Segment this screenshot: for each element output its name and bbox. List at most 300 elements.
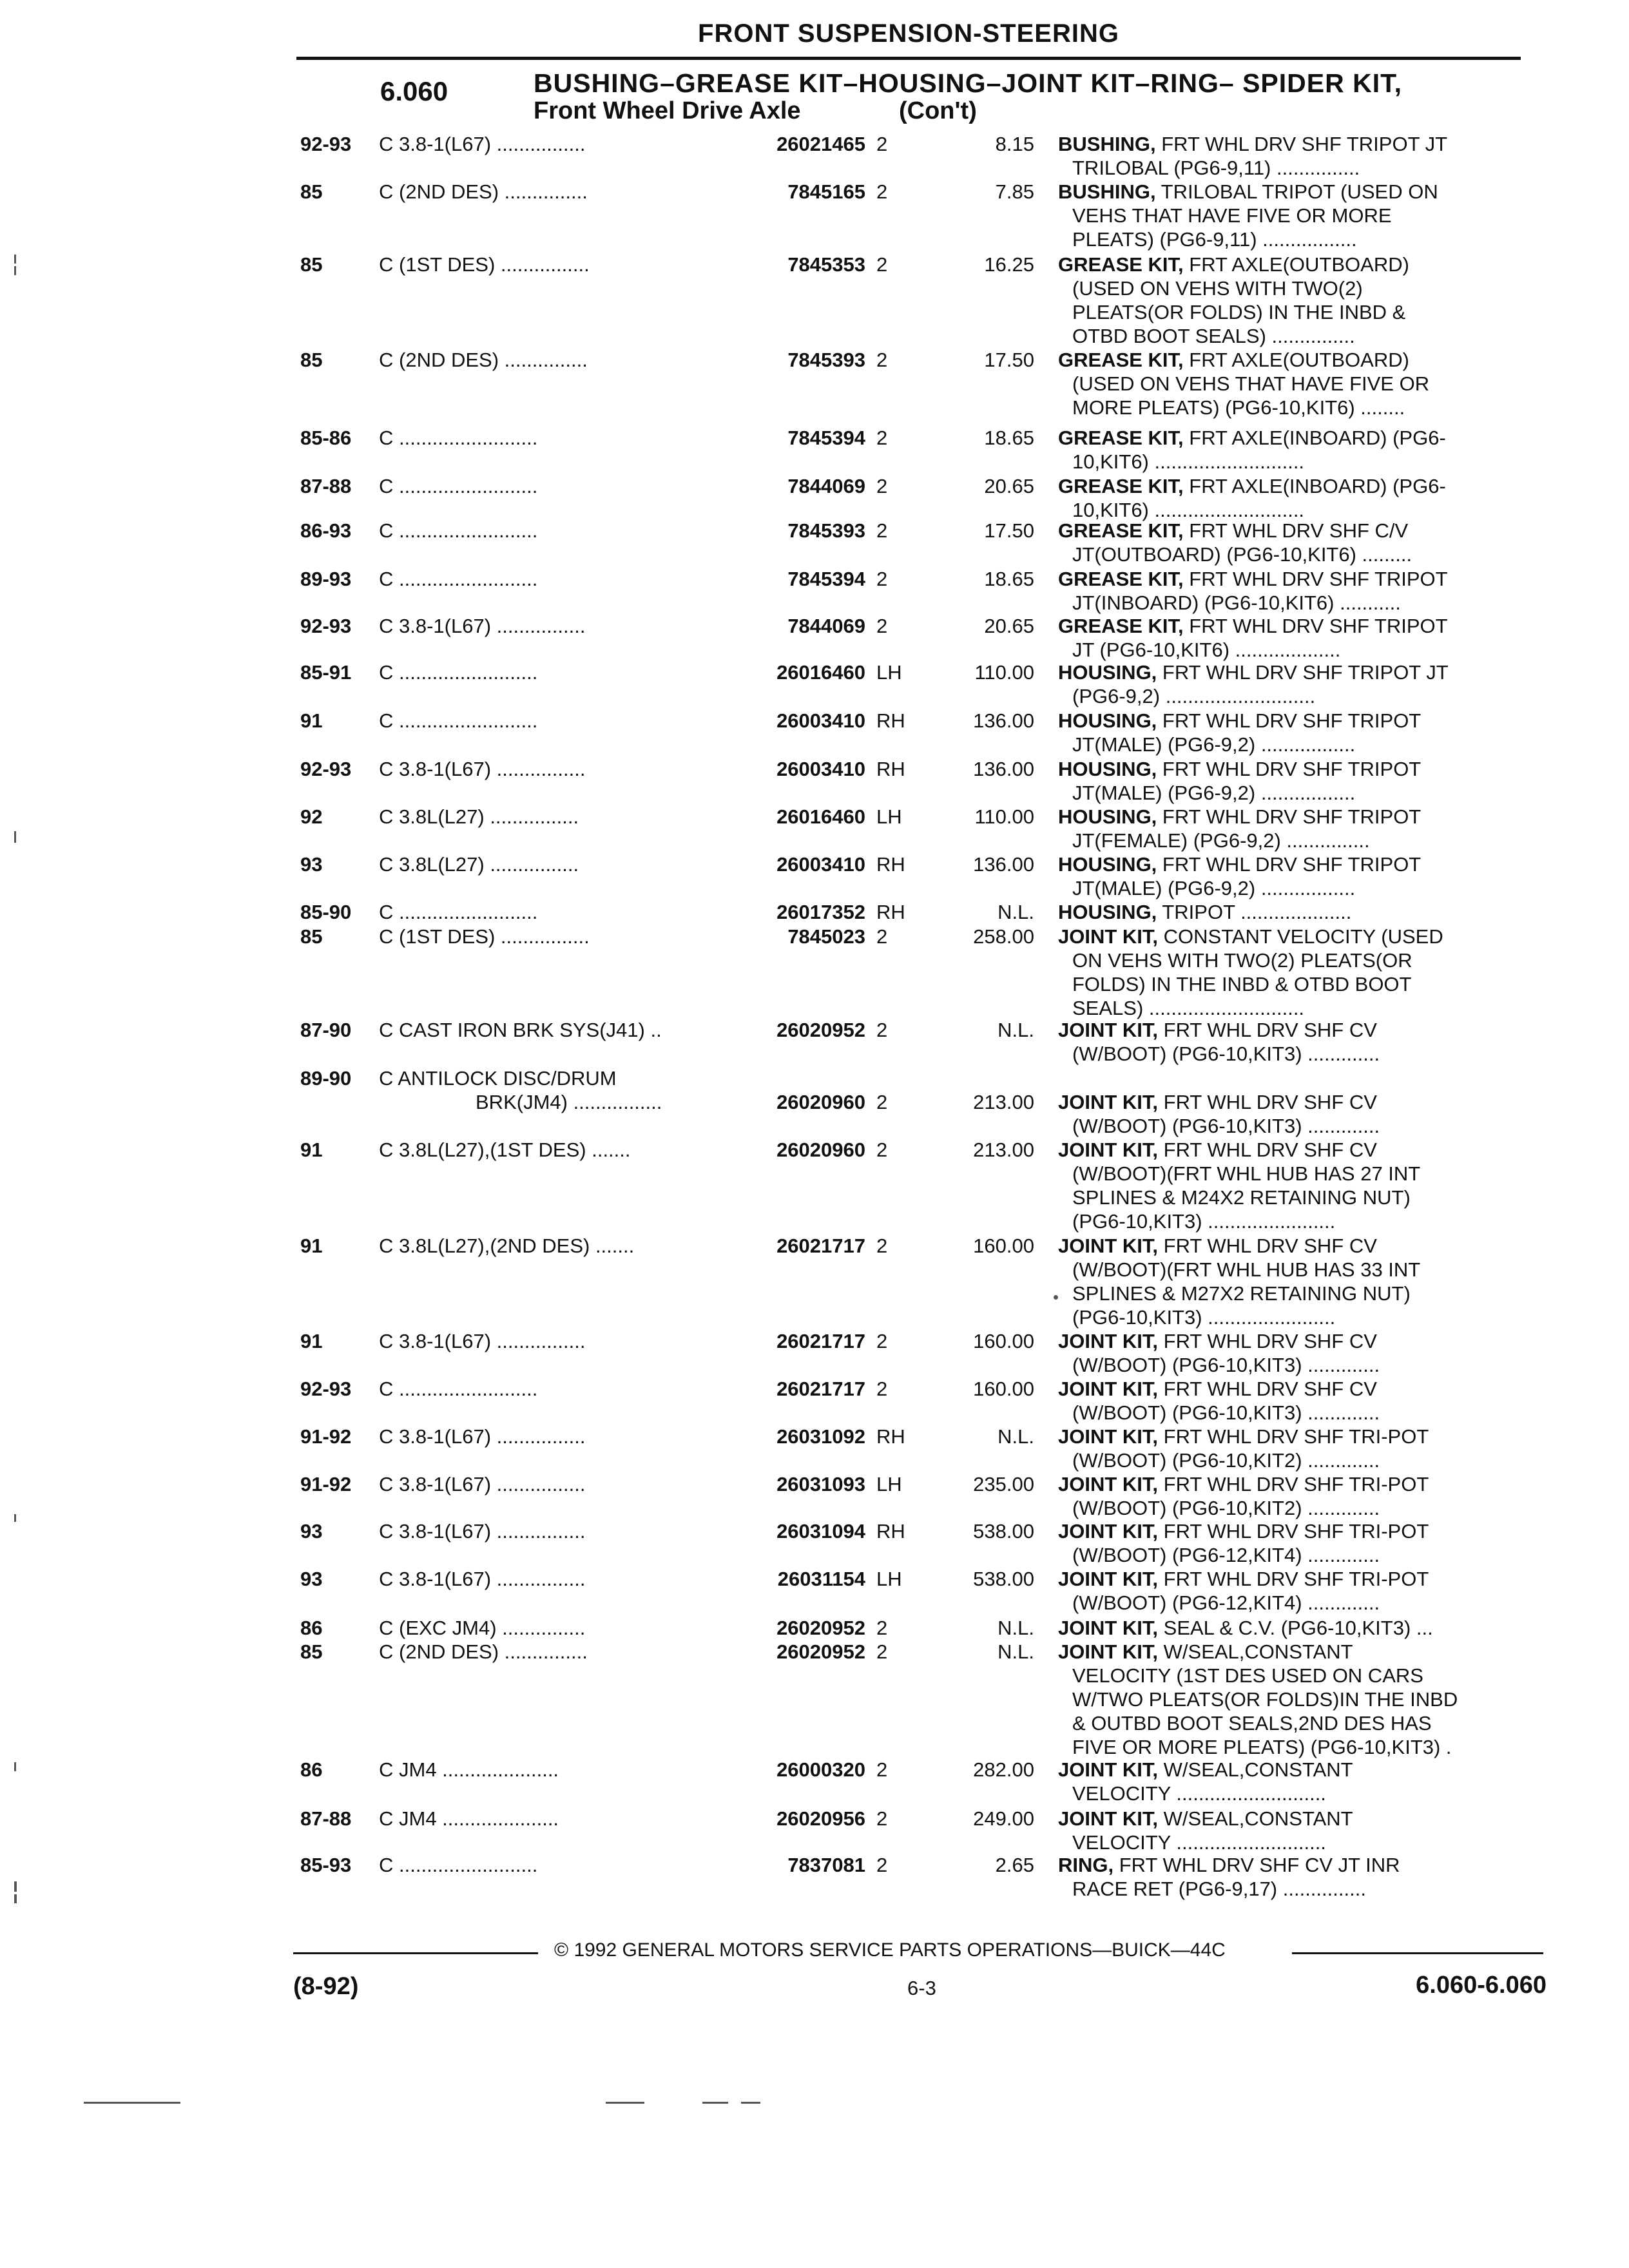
price: 258.00: [973, 925, 1034, 948]
model-year: 92: [300, 805, 323, 828]
part-description: [1058, 1472, 1532, 1520]
part-number: 26031154: [777, 1568, 865, 1590]
header-rule: [296, 57, 1521, 60]
part-description: [1058, 426, 1532, 474]
description-line: [1058, 1807, 1532, 1831]
model-application: [379, 180, 588, 204]
quantity: 2: [876, 1019, 888, 1041]
price: 136.00: [973, 709, 1034, 732]
description-line: (W/BOOT) (PG6-10,KIT3) .............: [1072, 1115, 1380, 1137]
quantity: 2: [876, 1640, 888, 1663]
price: 249.00: [973, 1807, 1034, 1830]
part-name: JOINT KIT,: [1058, 1019, 1159, 1041]
description-line: [1058, 1853, 1532, 1877]
part-name: JOINT KIT,: [1058, 1617, 1159, 1639]
part-description: [1058, 1519, 1532, 1567]
price: 160.00: [973, 1330, 1034, 1352]
scan-mark: [14, 1894, 17, 1903]
model-year: 87-90: [300, 1019, 352, 1041]
part-number: 26020960: [776, 1139, 865, 1161]
description-line: [1058, 1329, 1532, 1353]
description-line: [1058, 900, 1532, 924]
part-name: GREASE KIT,: [1058, 475, 1184, 497]
model-application: [379, 1138, 631, 1162]
description-line: (PG6-9,2) ...........................: [1072, 685, 1316, 707]
part-number: 7845353: [787, 253, 865, 276]
part-description: [1058, 852, 1532, 900]
part-number: 26000320: [776, 1758, 865, 1781]
model-line: C 3.8L(L27) ................: [379, 853, 579, 876]
description-line: [1058, 1567, 1532, 1591]
model-application: [379, 1567, 585, 1591]
model-year: 85-91: [300, 661, 352, 684]
scan-mark: [14, 831, 16, 843]
model-year: 86: [300, 1617, 323, 1639]
description-line: [1058, 132, 1532, 156]
model-year: 87-88: [300, 1807, 352, 1830]
model-line: C (EXC JM4) ...............: [379, 1617, 586, 1639]
model-line: C 3.8-1(L67) ................: [379, 1330, 586, 1352]
description-text: CONSTANT VELOCITY (USED: [1163, 925, 1443, 948]
part-description: [1058, 519, 1532, 566]
model-line: C 3.8L(L27) ................: [379, 805, 579, 828]
part-number: 26021465: [776, 133, 865, 155]
description-line: (W/BOOT) (PG6-10,KIT3) .............: [1072, 1354, 1380, 1376]
description-text: FRT WHL DRV SHF TRIPOT: [1162, 709, 1422, 732]
model-application: [379, 852, 579, 876]
model-line: C 3.8-1(L67) ................: [379, 758, 586, 780]
description-line: 10,KIT6) ...........................: [1072, 499, 1305, 521]
model-line: C .........................: [379, 1854, 538, 1876]
model-line: C 3.8-1(L67) ................: [379, 1425, 586, 1448]
description-line: (W/BOOT) (PG6-10,KIT3) .............: [1072, 1043, 1380, 1065]
part-description: [1058, 253, 1532, 348]
model-line: C JM4 .....................: [379, 1758, 559, 1781]
price: N.L.: [998, 901, 1034, 923]
quantity: RH: [876, 758, 905, 780]
price: 17.50: [984, 519, 1034, 542]
description-text: W/SEAL,CONSTANT: [1163, 1640, 1353, 1663]
description-text: FRT WHL DRV SHF TRIPOT JT: [1162, 661, 1449, 684]
description-line: FOLDS) IN THE INBD & OTBD BOOT: [1072, 973, 1412, 995]
description-line: VEHS THAT HAVE FIVE OR MORE: [1072, 204, 1392, 227]
model-year: 93: [300, 1520, 323, 1542]
part-description: [1058, 348, 1532, 419]
model-year: 87-88: [300, 475, 352, 497]
model-line: C 3.8-1(L67) ................: [379, 133, 586, 155]
price: 538.00: [973, 1520, 1034, 1542]
quantity: LH: [876, 661, 902, 684]
description-line: [1058, 614, 1532, 638]
part-description: [1058, 900, 1532, 924]
description-line: [1058, 1018, 1532, 1042]
quantity: 2: [876, 1617, 888, 1639]
model-line: BRK(JM4) ................: [476, 1091, 662, 1113]
description-text: FRT WHL DRV SHF TRI-POT: [1163, 1425, 1429, 1448]
part-number: 26020952: [776, 1617, 865, 1639]
model-line: C (1ST DES) ................: [379, 925, 590, 948]
model-year: 91-92: [300, 1425, 352, 1448]
description-line: SEALS) ............................: [1072, 997, 1305, 1019]
description-line: [1058, 519, 1532, 543]
description-line: (PG6-10,KIT3) .......................: [1072, 1306, 1336, 1329]
part-number: 26031094: [776, 1520, 865, 1542]
price: 18.65: [984, 568, 1034, 590]
section-subtitle: Front Wheel Drive Axle: [534, 97, 801, 124]
part-name: GREASE KIT,: [1058, 519, 1184, 542]
description-text: FRT WHL DRV SHF CV: [1163, 1139, 1377, 1161]
part-description: [1058, 1138, 1532, 1233]
part-number: 26021717: [776, 1235, 865, 1257]
page-header-title: FRONT SUSPENSION-STEERING: [698, 19, 1119, 48]
part-name: GREASE KIT,: [1058, 615, 1184, 637]
description-line: SPLINES & M27X2 RETAINING NUT): [1072, 1282, 1411, 1305]
model-line: C (2ND DES) ...............: [379, 1640, 588, 1663]
description-line: 10,KIT6) ...........................: [1072, 450, 1305, 473]
quantity: LH: [876, 1568, 902, 1590]
model-line: C .........................: [379, 475, 538, 497]
section-number: 6.060: [380, 76, 448, 106]
part-name: GREASE KIT,: [1058, 427, 1184, 449]
model-year: 85: [300, 925, 323, 948]
description-text: FRT WHL DRV SHF CV: [1163, 1378, 1377, 1400]
part-number: 26021717: [776, 1378, 865, 1400]
part-name: JOINT KIT,: [1058, 925, 1159, 948]
quantity: RH: [876, 1520, 905, 1542]
quantity: 2: [876, 1807, 888, 1830]
part-number: 26020956: [776, 1807, 865, 1830]
model-year: 85: [300, 1640, 323, 1663]
part-description: [1058, 1567, 1532, 1615]
part-number: 7837081: [787, 1854, 865, 1876]
description-line: (W/BOOT) (PG6-12,KIT4) .............: [1072, 1591, 1380, 1614]
description-text: FRT AXLE(INBOARD) (PG6-: [1189, 475, 1446, 497]
part-description: [1058, 1616, 1532, 1640]
model-line: C (2ND DES) ...............: [379, 180, 588, 203]
description-text: FRT WHL DRV SHF TRIPOT: [1189, 615, 1448, 637]
quantity: LH: [876, 805, 902, 828]
model-line: C .........................: [379, 901, 538, 923]
description-line: VELOCITY ...........................: [1072, 1782, 1326, 1805]
part-number: 26020952: [776, 1019, 865, 1041]
description-text: FRT WHL DRV SHF CV: [1163, 1019, 1377, 1041]
part-description: [1058, 1090, 1532, 1138]
description-line: (W/BOOT) (PG6-12,KIT4) .............: [1072, 1544, 1380, 1566]
description-text: W/SEAL,CONSTANT: [1163, 1758, 1353, 1781]
model-application: [379, 805, 579, 829]
part-description: [1058, 1807, 1532, 1854]
scan-mark: [84, 2102, 180, 2104]
description-text: FRT AXLE(OUTBOARD): [1189, 349, 1409, 371]
part-name: GREASE KIT,: [1058, 349, 1184, 371]
description-line: (W/BOOT) (PG6-10,KIT2) .............: [1072, 1449, 1380, 1472]
quantity: 2: [876, 925, 888, 948]
quantity: 2: [876, 133, 888, 155]
model-year: 93: [300, 1568, 323, 1590]
model-application: [379, 426, 537, 450]
part-name: JOINT KIT,: [1058, 1091, 1159, 1113]
description-line: [1058, 253, 1532, 276]
price: N.L.: [998, 1640, 1034, 1663]
model-year: 91: [300, 709, 323, 732]
description-text: FRT WHL DRV SHF TRIPOT: [1162, 805, 1422, 828]
description-text: FRT WHL DRV SHF TRI-POT: [1163, 1520, 1429, 1542]
part-number: 26016460: [776, 805, 865, 828]
description-line: [1058, 474, 1532, 498]
model-application: [379, 132, 585, 156]
price: 110.00: [974, 805, 1034, 828]
price: 136.00: [973, 853, 1034, 876]
price: 20.65: [984, 615, 1034, 637]
part-number: 26003410: [776, 853, 865, 876]
model-line: C 3.8L(L27),(1ST DES) .......: [379, 1139, 631, 1161]
part-name: JOINT KIT,: [1058, 1425, 1159, 1448]
quantity: 2: [876, 180, 888, 203]
price: 18.65: [984, 427, 1034, 449]
description-line: OTBD BOOT SEALS) ...............: [1072, 325, 1355, 347]
part-name: JOINT KIT,: [1058, 1640, 1159, 1663]
model-year: 85-86: [300, 427, 352, 449]
part-name: HOUSING,: [1058, 709, 1157, 732]
model-line: C (1ST DES) ................: [379, 253, 590, 276]
model-application: [379, 1066, 662, 1114]
model-application: [379, 1018, 662, 1042]
model-application: [379, 1519, 585, 1543]
description-line: (W/BOOT) (PG6-10,KIT2) .............: [1072, 1497, 1380, 1519]
description-line: (PG6-10,KIT3) .......................: [1072, 1210, 1336, 1233]
quantity: RH: [876, 901, 905, 923]
part-name: JOINT KIT,: [1058, 1378, 1159, 1400]
part-number: 26020952: [776, 1640, 865, 1663]
description-line: [1058, 1519, 1532, 1543]
description-text: TRIPOT ....................: [1162, 901, 1352, 923]
scan-mark: [14, 1881, 17, 1892]
section-title: BUSHING–GREASE KIT–HOUSING–JOINT KIT–RING– SPIDER KIT,: [534, 68, 1403, 98]
model-year: 85-90: [300, 901, 352, 923]
model-line: C .........................: [379, 1378, 538, 1400]
quantity: 2: [876, 1378, 888, 1400]
model-application: [379, 253, 590, 276]
description-text: FRT WHL DRV SHF CV: [1163, 1235, 1377, 1257]
description-text: FRT WHL DRV SHF TRIPOT JT: [1161, 133, 1448, 155]
footer-rule-right: [1292, 1952, 1543, 1954]
description-line: RACE RET (PG6-9,17) ...............: [1072, 1878, 1366, 1900]
price: 282.00: [973, 1758, 1034, 1781]
part-description: [1058, 567, 1532, 615]
scan-mark: [14, 1762, 16, 1771]
part-name: HOUSING,: [1058, 805, 1157, 828]
description-line: FIVE OR MORE PLEATS) (PG6-10,KIT3) .: [1072, 1736, 1452, 1758]
description-line: [1058, 1640, 1532, 1664]
description-line: (W/BOOT)(FRT WHL HUB HAS 27 INT: [1072, 1162, 1421, 1185]
part-description: [1058, 1377, 1532, 1425]
description-line: ON VEHS WITH TWO(2) PLEATS(OR: [1072, 949, 1412, 972]
model-application: [379, 1640, 588, 1664]
part-name: JOINT KIT,: [1058, 1473, 1159, 1495]
model-line: C JM4 .....................: [379, 1807, 559, 1830]
scan-mark: [606, 2102, 644, 2104]
quantity: 2: [876, 1235, 888, 1257]
scan-mark: [14, 266, 16, 275]
description-line: [1058, 1616, 1532, 1640]
model-application: [379, 348, 588, 372]
price: 16.25: [984, 253, 1034, 276]
part-name: JOINT KIT,: [1058, 1520, 1159, 1542]
quantity: RH: [876, 1425, 905, 1448]
model-year: 92-93: [300, 758, 352, 780]
model-application: [379, 1616, 585, 1640]
footer-copyright: © 1992 GENERAL MOTORS SERVICE PARTS OPERATIONS—BUICK—44C: [554, 1939, 1226, 1961]
quantity: 2: [876, 1758, 888, 1781]
description-text: FRT WHL DRV SHF C/V: [1189, 519, 1409, 542]
description-line: W/TWO PLEATS(OR FOLDS)IN THE INBD: [1072, 1688, 1458, 1711]
model-year: 89-93: [300, 568, 352, 590]
model-application: [379, 925, 590, 948]
description-line: JT (PG6-10,KIT6) ...................: [1072, 639, 1341, 661]
part-description: [1058, 1640, 1532, 1759]
price: 8.15: [995, 133, 1034, 155]
part-name: HOUSING,: [1058, 661, 1157, 684]
footer-page-number: 6-3: [907, 1977, 936, 1999]
part-name: JOINT KIT,: [1058, 1235, 1159, 1257]
description-text: FRT WHL DRV SHF TRIPOT: [1162, 853, 1422, 876]
part-number: 26003410: [776, 758, 865, 780]
price: 2.65: [995, 1854, 1034, 1876]
quantity: 2: [876, 1330, 888, 1352]
quantity: 2: [876, 1854, 888, 1876]
quantity: 2: [876, 349, 888, 371]
description-text: SEAL & C.V. (PG6-10,KIT3) ...: [1163, 1617, 1433, 1639]
price: 136.00: [973, 758, 1034, 780]
model-line: C (2ND DES) ...............: [379, 349, 588, 371]
description-line: [1058, 709, 1532, 733]
price: 17.50: [984, 349, 1034, 371]
model-application: [379, 757, 585, 781]
part-description: [1058, 474, 1532, 522]
description-line: VELOCITY (1ST DES USED ON CARS: [1072, 1664, 1423, 1687]
description-line: [1058, 925, 1532, 948]
quantity: RH: [876, 853, 905, 876]
quantity: 2: [876, 475, 888, 497]
model-application: [379, 1807, 559, 1831]
model-application: [379, 567, 537, 591]
description-line: [1058, 805, 1532, 829]
part-description: [1058, 1018, 1532, 1066]
price: 235.00: [973, 1473, 1034, 1495]
model-application: [379, 709, 537, 733]
price: 160.00: [973, 1378, 1034, 1400]
quantity: LH: [876, 1473, 902, 1495]
scan-mark: [741, 2102, 760, 2104]
description-text: FRT WHL DRV SHF TRIPOT: [1162, 758, 1422, 780]
part-name: HOUSING,: [1058, 853, 1157, 876]
description-line: [1058, 426, 1532, 450]
description-line: [1058, 1472, 1532, 1496]
part-number: 26016460: [776, 661, 865, 684]
part-number: 7844069: [787, 615, 865, 637]
description-text: FRT WHL DRV SHF TRI-POT: [1163, 1473, 1429, 1495]
scan-mark: [14, 1514, 16, 1522]
model-line: C CAST IRON BRK SYS(J41) ..: [379, 1019, 662, 1041]
description-line: [1058, 1234, 1532, 1258]
scan-mark: [1054, 1295, 1058, 1300]
model-line: C .........................: [379, 568, 538, 590]
model-line: C 3.8-1(L67) ................: [379, 1520, 586, 1542]
description-line: [1058, 757, 1532, 781]
description-text: FRT WHL DRV SHF TRIPOT: [1189, 568, 1448, 590]
description-line: JT(OUTBOARD) (PG6-10,KIT6) .........: [1072, 543, 1412, 566]
part-name: JOINT KIT,: [1058, 1330, 1159, 1352]
description-line: (USED ON VEHS WITH TWO(2): [1072, 277, 1363, 300]
part-name: JOINT KIT,: [1058, 1807, 1159, 1830]
model-line: C .........................: [379, 661, 538, 684]
description-line: VELOCITY ...........................: [1072, 1831, 1326, 1854]
description-line: SPLINES & M24X2 RETAINING NUT): [1072, 1186, 1411, 1209]
description-line: [1058, 1425, 1532, 1448]
part-description: [1058, 805, 1532, 852]
part-name: JOINT KIT,: [1058, 1568, 1159, 1590]
model-application: [379, 1853, 537, 1877]
scan-mark: [14, 255, 16, 264]
part-number: 7844069: [787, 475, 865, 497]
model-application: [379, 1329, 585, 1353]
model-year: 85: [300, 253, 323, 276]
description-line: PLEATS) (PG6-9,11) .................: [1072, 228, 1357, 251]
quantity: 2: [876, 1091, 888, 1113]
price: 110.00: [974, 661, 1034, 684]
model-year: 91: [300, 1139, 323, 1161]
model-year: 92-93: [300, 1378, 352, 1400]
model-line: C .........................: [379, 709, 538, 732]
description-line: [1058, 1090, 1532, 1114]
model-line: C ANTILOCK DISC/DRUM: [379, 1067, 617, 1090]
price: 213.00: [973, 1139, 1034, 1161]
description-line: JT(MALE) (PG6-9,2) .................: [1072, 877, 1356, 899]
model-application: [379, 1234, 634, 1258]
part-description: [1058, 614, 1532, 662]
description-line: [1058, 852, 1532, 876]
model-year: 91: [300, 1330, 323, 1352]
model-line: C 3.8L(L27),(2ND DES) .......: [379, 1235, 635, 1257]
description-text: W/SEAL,CONSTANT: [1163, 1807, 1353, 1830]
part-description: [1058, 660, 1532, 708]
part-number: 26017352: [776, 901, 865, 923]
description-text: TRILOBAL TRIPOT (USED ON: [1161, 180, 1438, 203]
description-line: & OUTBD BOOT SEALS,2ND DES HAS: [1072, 1712, 1432, 1735]
model-year: 91-92: [300, 1473, 352, 1495]
model-year: 85: [300, 349, 323, 371]
model-application: [379, 474, 537, 498]
part-name: HOUSING,: [1058, 901, 1157, 923]
description-text: FRT WHL DRV SHF CV: [1163, 1330, 1377, 1352]
model-year: 85-93: [300, 1854, 352, 1876]
description-line: TRILOBAL (PG6-9,11) ...............: [1072, 157, 1360, 179]
price: 213.00: [973, 1091, 1034, 1113]
part-description: [1058, 1234, 1532, 1329]
description-line: (W/BOOT) (PG6-10,KIT3) .............: [1072, 1401, 1380, 1424]
part-number: 26031092: [776, 1425, 865, 1448]
price: 20.65: [984, 475, 1034, 497]
price: 538.00: [973, 1568, 1034, 1590]
footer-date: (8-92): [293, 1973, 359, 2000]
part-name: RING,: [1058, 1854, 1114, 1876]
model-application: [379, 614, 585, 638]
description-line: (W/BOOT)(FRT WHL HUB HAS 33 INT: [1072, 1258, 1421, 1281]
description-text: FRT WHL DRV SHF CV: [1163, 1091, 1377, 1113]
part-number: 7845394: [787, 427, 865, 449]
model-application: [379, 519, 537, 543]
model-year: 86: [300, 1758, 323, 1781]
